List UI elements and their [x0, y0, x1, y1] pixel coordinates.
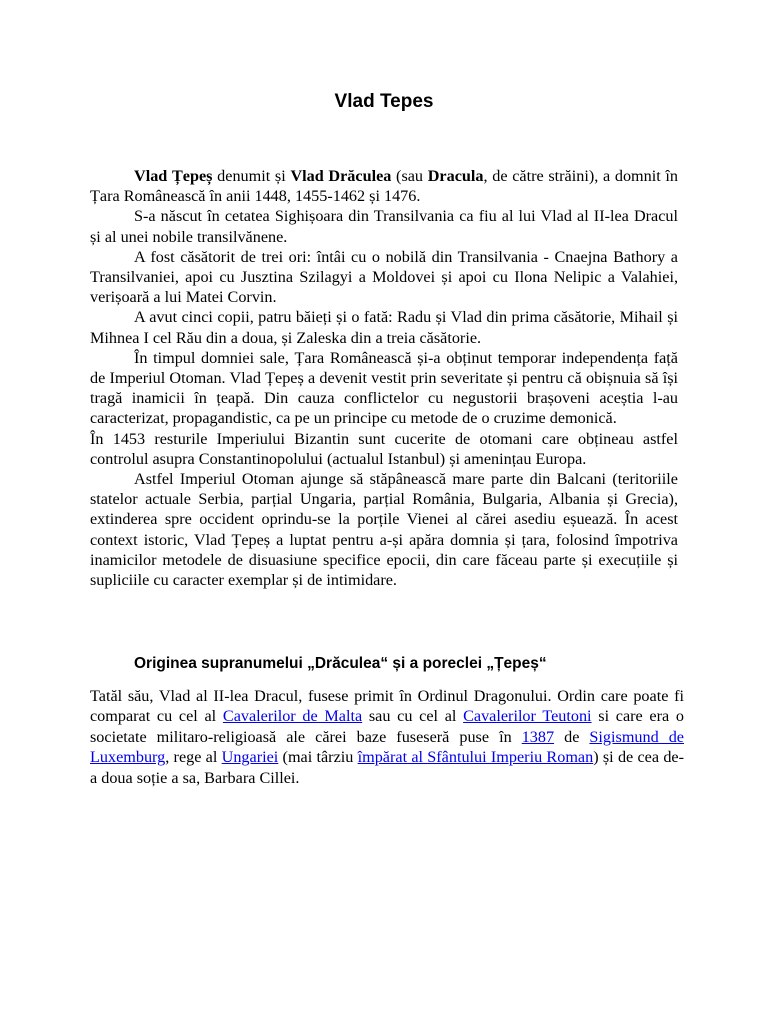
document-title: Vlad Tepes: [334, 91, 434, 112]
paragraph-marriages: A fost căsătorit de trei ori: întâi cu o nobilă din Transilvania - Cnaejna Bathory a Transilvaniei, apoi cu Jusztina Szilagyi a Moldovei și apoi cu Ilona Nelipic a Valahiei, verișoară a lui Matei Corvin.: [90, 247, 678, 307]
paragraph-birth: S-a născut în cetatea Sighișoara din Transilvania ca fiu al lui Vlad al II-lea Dracul și al unei nobile transilvănene.: [90, 207, 678, 246]
bold-name-vlad-tepes: Vlad Țepeș: [134, 167, 213, 185]
document-body-origin: [90, 686, 684, 788]
link-imparat-sfantul-imperiu-roman[interactable]: împărat al Sfântului Imperiu Roman: [357, 748, 594, 767]
paragraph-reign: În timpul domniei sale, Țara Românească și-a obținut temporar independența față de Imperiul Otoman. Vlad Țepeș a devenit vestit prin severitate și pentru că obișnuia să își tragă inamicii în țeapă. Din cauza conflictelor cu negustorii brașoveni aceștia l-au caracterizat, propagandistic, ca pe un principe cu metode de o cruzime demonică.: [90, 348, 678, 428]
document-body: [90, 166, 678, 590]
link-cavalerilor-teutoni[interactable]: Cavalerilor Teutoni: [463, 707, 592, 726]
paragraph-1453: În 1453 resturile Imperiului Bizantin sunt cucerite de otomani care obțineau astfel controlul asupra Constantinopolului (actualul Istanbul) și amenințau Europa.: [90, 429, 678, 468]
link-1387[interactable]: 1387: [521, 727, 555, 746]
paragraph-intro: Vlad Țepeș denumit și Vlad Drăculea (sau Dracula, de către străini), a domnit în Țara Românească în anii 1448, 1455-1462 și 1476.: [90, 167, 679, 206]
link-cavalerilor-de-malta[interactable]: Cavalerilor de Malta: [222, 707, 363, 726]
section-heading-origin: Originea supranumelui „Drăculea“ și a poreclei „Țepeș“: [134, 655, 547, 672]
bold-name-vlad-draculea: Vlad Drăculea: [290, 167, 392, 185]
bold-name-dracula: Dracula: [427, 167, 484, 185]
link-ungariei[interactable]: Ungariei: [221, 748, 279, 767]
paragraph-ottoman: Astfel Imperiul Otoman ajunge să stăpânească mare parte din Balcani (teritoriile statelor actuale Serbia, parțial Ungaria, parțial România, Bulgaria, Albania și Grecia), extinderea spre occident oprindu-se la porțile Vienei al cărei asediu eșuează. În acest context istoric, Vlad Țepeș a luptat pentru a-și apăra domnia și țara, folosind împotriva inamicilor metodele de disuasiune specifice epocii, din care făceau parte și execuțiile și supliciile cu caracter exemplar și de intimidare.: [90, 470, 678, 590]
paragraph-children: A avut cinci copii, patru băieți și o fată: Radu și Vlad din prima căsătorie, Mihail și Mihnea I cel Rău din a doua, și Zaleska din a treia căsătorie.: [90, 308, 678, 347]
paragraph-order-dragon: Tatăl său, Vlad al II-lea Dracul, fusese primit în Ordinul Dragonului. Ordin care poate fi comparat cu cel al Cavalerilor de Malta sau cu cel al Cavalerilor Teutoni si care era o societate militaro-religioasă ale cărei baze fuseseră puse în 1387 de Sigismund de Luxemburg, rege al Ungariei (mai târziu împărat al Sfântului Imperiu Roman) și de cea de-a doua soție a sa, Barbara Cillei.: [90, 687, 684, 787]
link-sigismund-de-luxemburg[interactable]: Sigismund de Luxemburg: [90, 727, 684, 767]
